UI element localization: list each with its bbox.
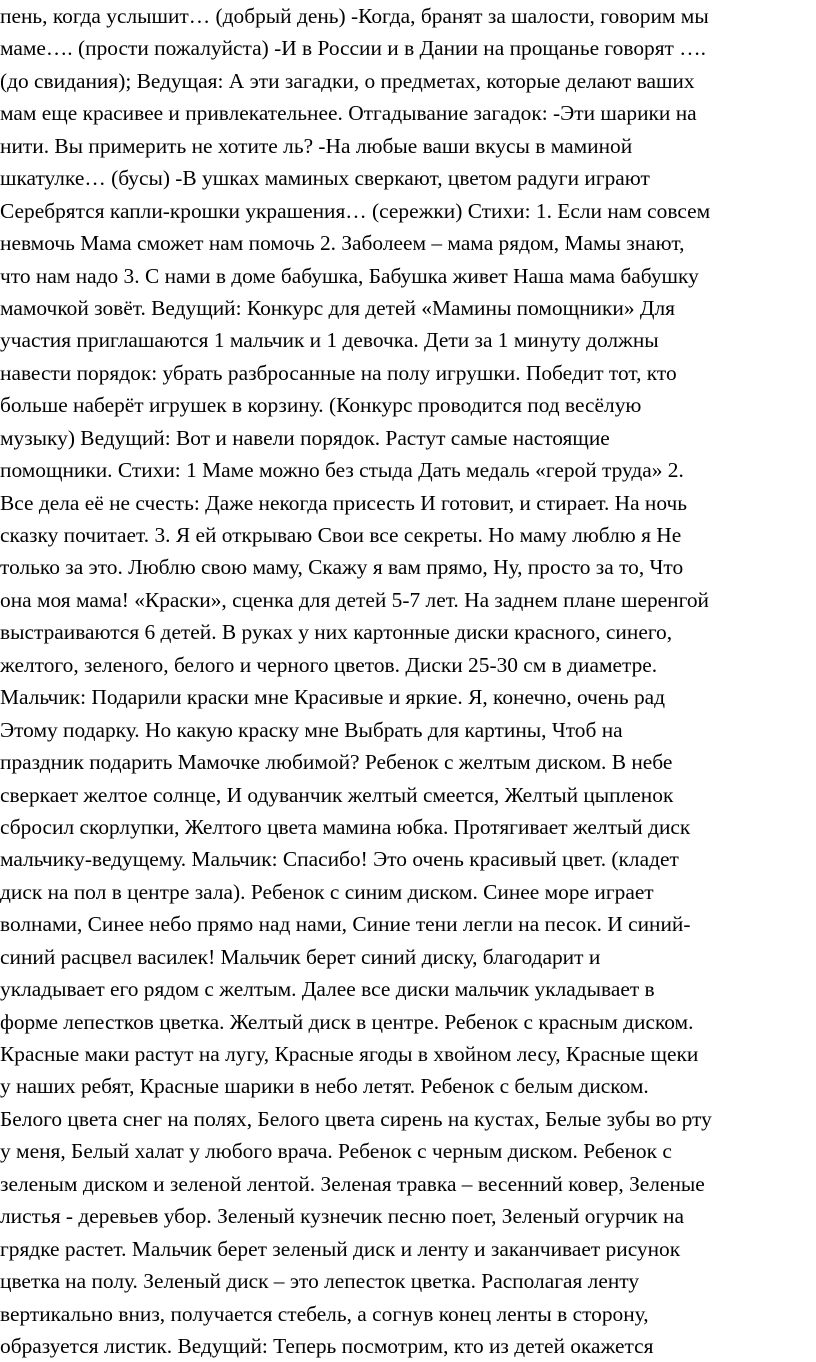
text-line: диск на пол в центре зала). Ребенок с синим диском. Синее море играет — [0, 879, 654, 904]
text-line: Серебрятся капли-крошки украшения… (сережки) Стихи: 1. Если нам совсем — [0, 198, 711, 223]
text-line: пень, когда услышит… (добрый день) -Когда, бранят за шалости, говорим мы — [0, 4, 709, 28]
text-line: сбросил скорлупки, Желтого цвета мамина юбка. Протягивает желтый диск — [0, 814, 691, 839]
text-line: выстраиваются 6 детей. В руках у них картонные диски красного, синего, — [0, 620, 673, 645]
text-line: сказку почитает. 3. Я ей открываю Свои все секреты. Но маму люблю я Не — [0, 523, 682, 547]
text-line: больше наберёт игрушек в корзину. (Конкурс проводится под весёлую — [0, 393, 642, 418]
text-line: (до свидания); Ведущая: А эти загадки, о предметах, которые делают ваших — [0, 68, 695, 93]
text-line: сверкает желтое солнце, И одуванчик желтый смеется, Желтый цыпленок — [0, 782, 674, 807]
text-line: у меня, Белый халат у любого врача. Ребенок с черным диском. Ребенок с — [0, 1139, 672, 1164]
text-line: грядке растет. Мальчик берет зеленый диск и ленту и заканчивает рисунок — [0, 1236, 681, 1261]
text-line: шкатулке… (бусы) -В ушках маминых сверкают, цветом радуги играют — [0, 166, 650, 191]
text-line: только за это. Люблю свою маму, Скажу я вам прямо, Ну, просто за то, Что — [0, 555, 684, 580]
text-line: мамочкой зовёт. Ведущий: Конкурс для детей «Мамины помощники» Для — [0, 295, 675, 320]
text-line: праздник подарить Мамочке любимой? Ребенок с желтым диском. В небе — [0, 750, 673, 775]
text-line: вертикально вниз, получается стебель, а согнув конец ленты в сторону, — [0, 1301, 649, 1326]
text-line: Этому подарку. Но какую краску мне Выбрать для картины, Чтоб на — [0, 717, 623, 742]
text-line: желтого, зеленого, белого и черного цветов. Диски 25-30 см в диаметре. — [0, 652, 658, 677]
text-line: волнами, Синее небо прямо над нами, Синие тени легли на песок. И синий- — [0, 912, 691, 937]
text-line: навести порядок: убрать разбросанные на полу игрушки. Победит тот, кто — [0, 360, 677, 385]
text-line: мам еще красивее и привлекательнее. Отгадывание загадок: -Эти шарики на — [0, 101, 697, 126]
text-line: у наших ребят, Красные шарики в небо летят. Ребенок с белым диском. — [0, 1074, 649, 1099]
text-line: укладывает его рядом с желтым. Далее все диски мальчик укладывает в — [0, 977, 655, 1002]
text-line: Белого цвета снег на полях, Белого цвета сирень на кустах, Белые зубы во рту — [0, 1106, 712, 1131]
text-line: участия приглашаются 1 мальчик и 1 девочка. Дети за 1 минуту должны — [0, 328, 659, 353]
text-line: она моя мама! «Краски», сценка для детей 5-7 лет. На заднем плане шеренгой — [0, 587, 709, 612]
text-line: Мальчик: Подарили краски мне Красивые и яркие. Я, конечно, очень рад — [0, 685, 666, 710]
text-line: что нам надо 3. С нами в доме бабушка, Бабушка живет Наша мама бабушку — [0, 263, 699, 288]
text-line: невмочь Мама сможет нам помочь 2. Заболеем – мама рядом, Мамы знают, — [0, 231, 685, 256]
text-line: образуется листик. Ведущий: Теперь посмотрим, кто из детей окажется — [0, 1333, 654, 1358]
text-line: Красные маки растут на лугу, Красные ягоды в хвойном лесу, Красные щеки — [0, 1042, 699, 1066]
text-line: маме…. (прости пожалуйста) -И в России и в Дании на прощанье говорят …. — [0, 36, 706, 61]
text-line: листья - деревьев убор. Зеленый кузнечик песню поет, Зеленый огурчик на — [0, 1204, 684, 1229]
text-line: синий расцвел василек! Мальчик берет синий диску, благодарит и — [0, 944, 601, 969]
text-line: мальчику-ведущему. Мальчик: Спасибо! Это очень красивый цвет. (кладет — [0, 847, 679, 872]
text-line: цветка на полу. Зеленый диск – это лепесток цветка. Располагая ленту — [0, 1269, 640, 1294]
text-line: Все дела её не счесть: Даже некогда присесть И готовит, и стирает. На ночь — [0, 490, 688, 515]
text-line: помощники. Стихи: 1 Маме можно без стыда Дать медаль «герой труда» 2. — [0, 458, 684, 483]
text-line: зеленым диском и зеленой лентой. Зеленая травка – весенний ковер, Зеленые — [0, 1171, 705, 1196]
text-line: музыку) Ведущий: Вот и навели порядок. Растут самые настоящие — [0, 425, 610, 450]
text-line: форме лепестков цветка. Желтый диск в центре. Ребенок с красным диском. — [0, 1009, 694, 1034]
text-line: нити. Вы примерить не хотите ль? -На любые ваши вкусы в маминой — [0, 133, 633, 158]
